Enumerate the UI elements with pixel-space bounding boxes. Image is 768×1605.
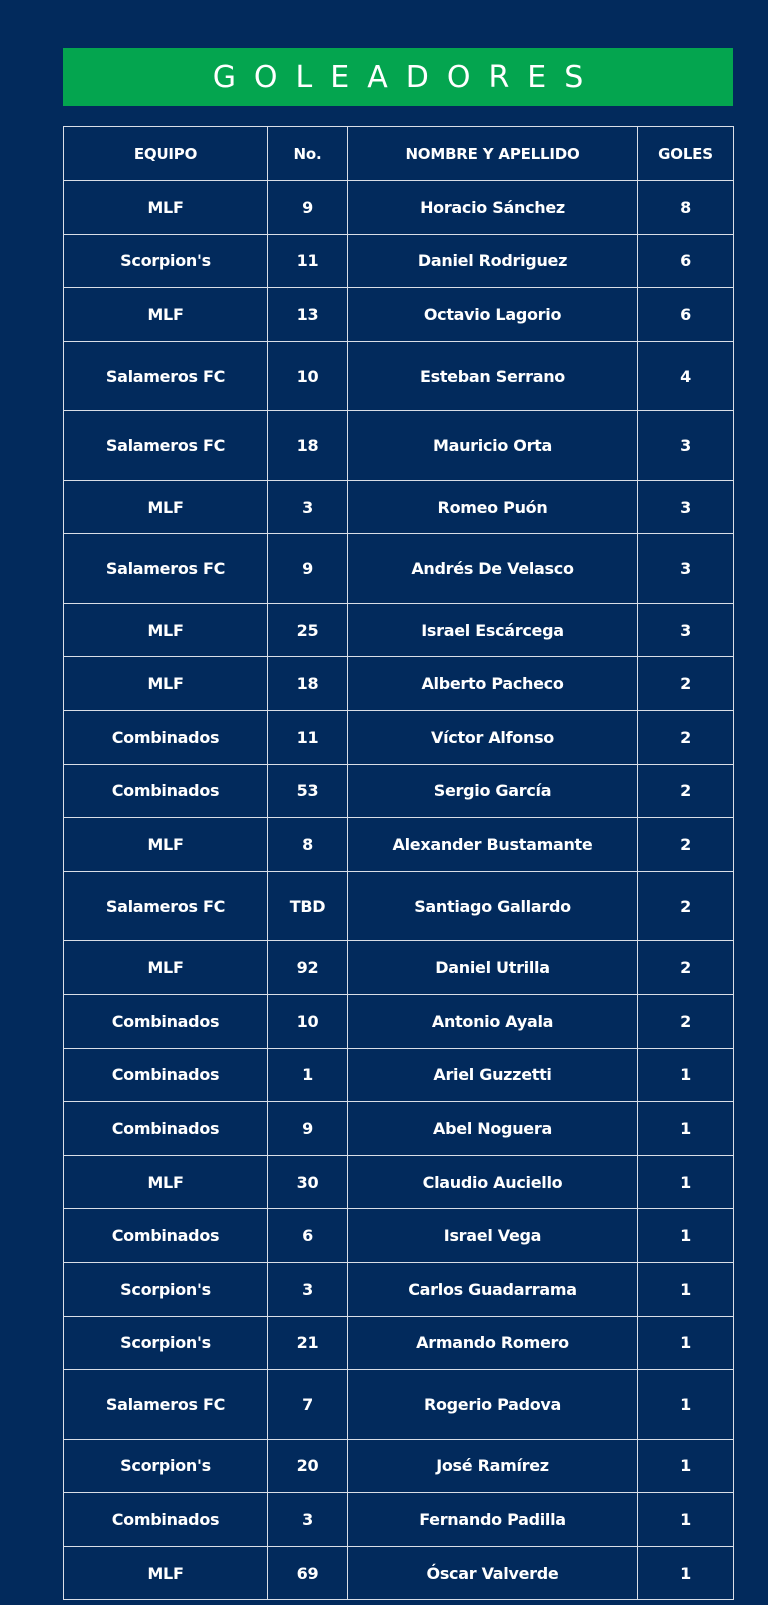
goals-cell: 8 (638, 181, 734, 235)
team-label: MLF (147, 304, 184, 324)
column-header-name: NOMBRE Y APELLIDO (348, 127, 638, 181)
goals-cell: 1 (638, 1262, 734, 1316)
table-row (64, 994, 734, 1048)
team-cell (64, 411, 268, 481)
goals-cell: 2 (638, 871, 734, 941)
team-label: MLF (147, 958, 184, 978)
number-cell: TBD (268, 871, 348, 941)
team-cell (64, 994, 268, 1048)
team-cell (64, 818, 268, 872)
table-row (64, 411, 734, 481)
number-cell: 8 (268, 818, 348, 872)
number-cell: 30 (268, 1155, 348, 1209)
name-cell: José Ramírez (348, 1439, 638, 1493)
table-row (64, 603, 734, 657)
team-label: Salameros FC (105, 366, 226, 386)
table-row (64, 764, 734, 818)
number-cell: 3 (268, 480, 348, 534)
goals-cell: 2 (638, 711, 734, 765)
team-label: MLF (147, 1563, 184, 1583)
goals-cell: 1 (638, 1370, 734, 1440)
number-cell: 9 (268, 534, 348, 604)
number-cell: 92 (268, 941, 348, 995)
team-cell (64, 1209, 268, 1263)
team-cell (64, 1102, 268, 1156)
team-label: Combinados (111, 781, 220, 801)
goals-cell: 1 (638, 1209, 734, 1263)
goals-cell: 2 (638, 764, 734, 818)
name-cell: Israel Escárcega (348, 603, 638, 657)
name-cell: Esteban Serrano (348, 341, 638, 411)
column-header-team: EQUIPO (64, 127, 268, 181)
team-label: Combinados (111, 1065, 220, 1085)
team-label: Salameros FC (105, 559, 226, 579)
table-row (64, 1546, 734, 1600)
team-label: Scorpion's (120, 1456, 211, 1476)
table-row (64, 1048, 734, 1102)
header-row (64, 127, 734, 181)
number-cell: 1 (268, 1048, 348, 1102)
table-row (64, 1102, 734, 1156)
number-cell: 53 (268, 764, 348, 818)
table-row (64, 1155, 734, 1209)
team-cell (64, 1316, 268, 1370)
team-cell (64, 1546, 268, 1600)
number-cell: 11 (268, 711, 348, 765)
number-cell: 69 (268, 1546, 348, 1600)
team-cell (64, 480, 268, 534)
goals-cell: 1 (638, 1493, 734, 1547)
number-cell: 9 (268, 1102, 348, 1156)
number-cell: 3 (268, 1262, 348, 1316)
team-label: MLF (147, 1172, 184, 1192)
goals-cell: 2 (638, 941, 734, 995)
team-label: Combinados (111, 1011, 220, 1031)
table-row (64, 657, 734, 711)
name-cell: Óscar Valverde (348, 1546, 638, 1600)
scorers-table (63, 126, 734, 1600)
goals-cell: 2 (638, 994, 734, 1048)
goals-cell: 6 (638, 234, 734, 288)
name-cell: Horacio Sánchez (348, 181, 638, 235)
goals-cell: 3 (638, 603, 734, 657)
name-cell: Israel Vega (348, 1209, 638, 1263)
table-row (64, 341, 734, 411)
team-label: Salameros FC (105, 896, 226, 916)
name-cell: Ariel Guzzetti (348, 1048, 638, 1102)
team-label: MLF (147, 197, 184, 217)
name-cell: Daniel Utrilla (348, 941, 638, 995)
goals-cell: 1 (638, 1155, 734, 1209)
team-cell (64, 871, 268, 941)
name-cell: Mauricio Orta (348, 411, 638, 481)
goals-cell: 3 (638, 411, 734, 481)
table-row (64, 818, 734, 872)
team-label: Combinados (111, 1118, 220, 1138)
number-cell: 18 (268, 411, 348, 481)
name-cell: Víctor Alfonso (348, 711, 638, 765)
table-row (64, 534, 734, 604)
team-cell (64, 1262, 268, 1316)
table-row (64, 871, 734, 941)
table-row (64, 941, 734, 995)
team-cell (64, 341, 268, 411)
team-label: MLF (147, 674, 184, 694)
goals-cell: 1 (638, 1102, 734, 1156)
team-label: Combinados (111, 1509, 220, 1529)
team-label: MLF (147, 835, 184, 855)
number-cell: 20 (268, 1439, 348, 1493)
goals-cell: 1 (638, 1439, 734, 1493)
team-cell (64, 534, 268, 604)
number-cell: 18 (268, 657, 348, 711)
team-cell (64, 181, 268, 235)
table-row (64, 288, 734, 342)
goals-cell: 1 (638, 1546, 734, 1600)
name-cell: Sergio García (348, 764, 638, 818)
column-header-number: No. (268, 127, 348, 181)
name-cell: Andrés De Velasco (348, 534, 638, 604)
goals-cell: 1 (638, 1048, 734, 1102)
team-cell (64, 603, 268, 657)
column-header-goals: GOLES (638, 127, 734, 181)
team-cell (64, 1493, 268, 1547)
name-cell: Daniel Rodriguez (348, 234, 638, 288)
name-cell: Carlos Guadarrama (348, 1262, 638, 1316)
table-row (64, 711, 734, 765)
goals-cell: 2 (638, 818, 734, 872)
team-cell (64, 764, 268, 818)
name-cell: Romeo Puón (348, 480, 638, 534)
name-cell: Fernando Padilla (348, 1493, 638, 1547)
name-cell: Armando Romero (348, 1316, 638, 1370)
table-row (64, 1316, 734, 1370)
name-cell: Rogerio Padova (348, 1370, 638, 1440)
team-label: Scorpion's (120, 1333, 211, 1353)
team-label: Combinados (111, 1226, 220, 1246)
name-cell: Alberto Pacheco (348, 657, 638, 711)
team-label: MLF (147, 497, 184, 517)
number-cell: 6 (268, 1209, 348, 1263)
table-row (64, 234, 734, 288)
number-cell: 7 (268, 1370, 348, 1440)
number-cell: 13 (268, 288, 348, 342)
number-cell: 10 (268, 994, 348, 1048)
team-label: Scorpion's (120, 251, 211, 271)
table-row (64, 1262, 734, 1316)
goals-cell: 3 (638, 480, 734, 534)
team-cell (64, 711, 268, 765)
team-cell (64, 1048, 268, 1102)
name-cell: Santiago Gallardo (348, 871, 638, 941)
team-cell (64, 1439, 268, 1493)
name-cell: Alexander Bustamante (348, 818, 638, 872)
goals-cell: 2 (638, 657, 734, 711)
name-cell: Claudio Auciello (348, 1155, 638, 1209)
team-label: Scorpion's (120, 1279, 211, 1299)
table-row (64, 480, 734, 534)
table-row (64, 1439, 734, 1493)
team-label: MLF (147, 620, 184, 640)
team-cell (64, 288, 268, 342)
number-cell: 9 (268, 181, 348, 235)
name-cell: Octavio Lagorio (348, 288, 638, 342)
table-row (64, 1493, 734, 1547)
number-cell: 25 (268, 603, 348, 657)
team-cell (64, 234, 268, 288)
title-banner (63, 48, 733, 106)
table-body (64, 181, 734, 1600)
number-cell: 3 (268, 1493, 348, 1547)
team-label: Salameros FC (105, 436, 226, 456)
goals-cell: 3 (638, 534, 734, 604)
team-cell (64, 1370, 268, 1440)
number-cell: 21 (268, 1316, 348, 1370)
number-cell: 11 (268, 234, 348, 288)
table-row (64, 1209, 734, 1263)
goals-cell: 6 (638, 288, 734, 342)
number-cell: 10 (268, 341, 348, 411)
table-row (64, 181, 734, 235)
team-label: Combinados (111, 727, 220, 747)
goals-cell: 1 (638, 1316, 734, 1370)
goals-cell: 4 (638, 341, 734, 411)
team-cell (64, 1155, 268, 1209)
table-row (64, 1370, 734, 1440)
name-cell: Abel Noguera (348, 1102, 638, 1156)
name-cell: Antonio Ayala (348, 994, 638, 1048)
team-cell (64, 657, 268, 711)
team-cell (64, 941, 268, 995)
page-title: GOLEADORES (212, 59, 602, 95)
team-label: Salameros FC (105, 1394, 226, 1414)
